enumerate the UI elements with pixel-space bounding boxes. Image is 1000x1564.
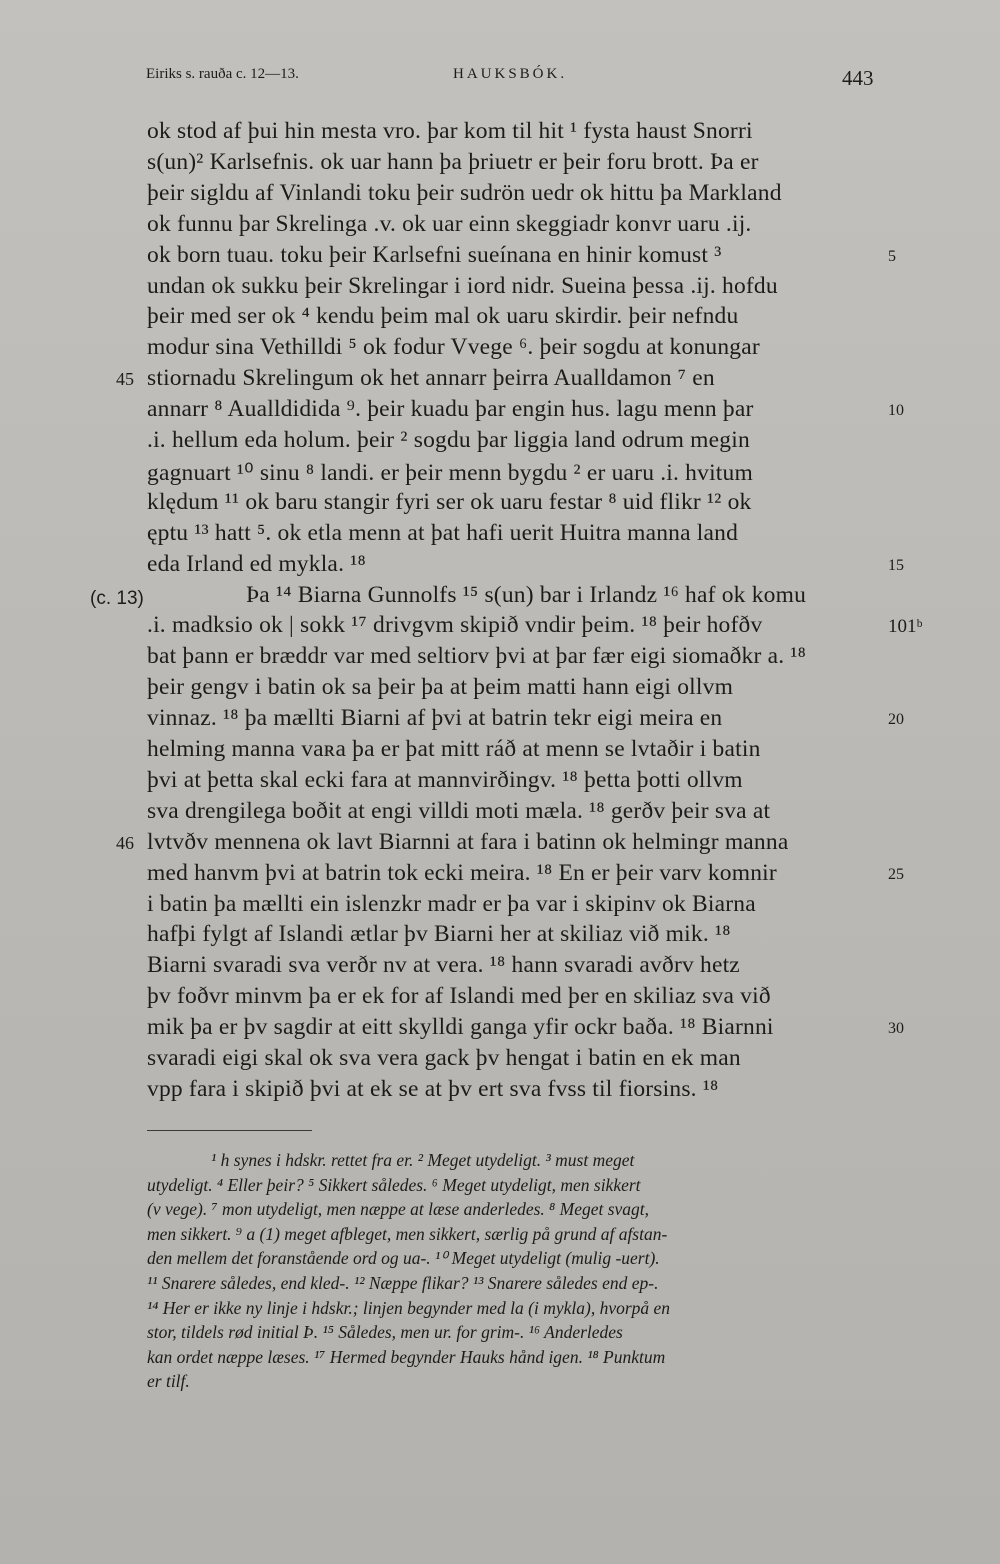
line-text: lvtvðv mennena ok lavt Biarnni at fara i batinn ok helmingr manna [147, 828, 789, 855]
manuscript-page-marker: 45 [116, 369, 134, 390]
line-text: eda Irland ed mykla. ¹⁸ [147, 550, 366, 577]
text-line [0, 396, 1000, 426]
line-text: ęptu ¹³ hatt ⁵. ok etla menn at þat hafi uerit Huitra manna land [147, 519, 739, 546]
line-text: hafþi fylgt af Islandi ætlar þv Biarni her at skiliaz við mik. ¹⁸ [147, 921, 731, 948]
text-line [0, 582, 1000, 612]
footnote-line: er tilf. [147, 1371, 190, 1392]
text-line [0, 798, 1000, 828]
text-line [0, 551, 1000, 581]
text-line [0, 1045, 1000, 1075]
line-text: þvi at þetta skal ecki fara at mannvirðingv. ¹⁸ þetta þotti ollvm [147, 766, 743, 793]
line-text: ok born tuau. toku þeir Karlsefni sueínana en hinir komust ³ [147, 241, 722, 268]
line-text: ok funnu þar Skrelinga .v. ok uar einn skeggiadr konvr uaru .ij. [147, 210, 752, 237]
footnote-line: ¹ h synes i hdskr. rettet fra er. ² Meget utydeligt. ³ must meget [211, 1150, 635, 1170]
footnote-line: (v vege). ⁷ mon utydeligt, men næppe at læse anderledes. ⁸ Meget svagt, [147, 1199, 650, 1220]
line-number: 5 [888, 247, 896, 265]
page-number: 443 [842, 66, 874, 90]
running-header [0, 66, 1000, 92]
line-text: sva drengilega boðit at engi villdi moti mæla. ¹⁸ gerðv þeir sva at [147, 797, 771, 824]
text-line [0, 612, 1000, 642]
line-number: 25 [888, 865, 904, 883]
line-text: bat þann er bræddr var med seltiorv þvi at þar fær eigi siomaðkr a. ¹⁸ [147, 643, 806, 670]
line-text: mik þa er þv sagdir at eitt skylldi ganga yfir ockr baða. ¹⁸ Biarnni [147, 1014, 774, 1041]
header-section-title: Eiriks s. rauða c. 12—13. [146, 66, 299, 82]
footnote-line: ¹⁴ Her er ikke ny linje i hdskr.; linjen begynder med la (i mykla), hvorpå en [147, 1297, 671, 1318]
folio-marker: 101ᵇ [888, 616, 923, 638]
text-line [0, 520, 1000, 550]
line-text: þeir sigldu af Vinlandi toku þeir sudrön uedr ok hittu þa Markland [147, 179, 782, 206]
line-text: klędum ¹¹ ok baru stangir fyri ser ok uaru festar ⁸ uid flikr ¹² ok [147, 488, 752, 515]
line-text: .i. hellum eda holum. þeir ² sogdu þar liggia land odrum megin [147, 427, 750, 453]
text-line [0, 365, 1000, 395]
line-number: 10 [888, 402, 904, 420]
line-text: þeir med ser ok ⁴ kendu þeim mal ok uaru skirdir. þeir nefndu [147, 303, 739, 330]
text-line [0, 489, 1000, 519]
footnote-line: men sikkert. ⁹ a (1) meget afbleget, men sikkert, særlig på grund af afstan- [147, 1223, 668, 1244]
text-line [0, 427, 1000, 457]
text-line [0, 952, 1000, 982]
manuscript-page-marker: 46 [116, 832, 134, 853]
chapter-marker: (c. 13) [90, 587, 144, 609]
footnote-rule [147, 1130, 312, 1131]
text-line [0, 180, 1000, 210]
footnote-line: stor, tildels rød initial Þ. ¹⁵ Således, men ur. for grim-. ¹⁶ Anderledes [147, 1322, 623, 1343]
footnote-line: kan ordet næppe læses. ¹⁷ Hermed begynder Hauks hånd igen. ¹⁸ Punktum [147, 1346, 666, 1367]
line-text: stiornadu Skrelingum ok het annarr þeirra Aualldamon ⁷ en [147, 365, 715, 392]
line-text: svaradi eigi skal ok sva vera gack þv hengat i batin en ek man [147, 1045, 741, 1071]
line-text: i batin þa mællti ein islenzkr madr er þa var i skipinv ok Biarna [147, 890, 756, 917]
text-line [0, 736, 1000, 766]
footnote-line: den mellem det foranstående ord og ua-. ¹⁰ Meget utydeligt (mulig -uert). [147, 1248, 660, 1269]
text-line [0, 458, 1000, 488]
text-line [0, 118, 1000, 148]
header-book-title: HAUKSBÓK. [453, 66, 568, 82]
line-text: þeir gengv i batin ok sa þeir þa at þeim matti hann eigi ollvm [147, 674, 734, 701]
text-line [0, 1014, 1000, 1044]
line-text: gagnuart ¹⁰ sinu ⁸ landi. er þeir menn bygdu ² er uaru .i. hvitum [147, 459, 753, 486]
line-number: 20 [888, 711, 904, 729]
text-line [0, 334, 1000, 364]
line-text: Þa ¹⁴ Biarna Gunnolfs ¹⁵ s(un) bar i Irlandz ¹⁶ haf ok komu [246, 581, 807, 608]
text-line [0, 303, 1000, 333]
line-text: Biarni svaradi sva verðr nv at vera. ¹⁸ hann svaradi avðrv hetz [147, 952, 740, 979]
line-number: 15 [888, 556, 904, 574]
footnote-line: ¹¹ Snarere således, end kled-. ¹² Næppe flikar? ¹³ Snarere således end ep-. [147, 1273, 659, 1293]
text-line [0, 674, 1000, 704]
line-text: annarr ⁸ Aualldidida ⁹. þeir kuadu þar engin hus. lagu menn þar [147, 396, 754, 423]
line-text: helming manna vaʀa þa er þat mitt ráð at menn se lvtaðir i batin [147, 736, 761, 762]
text-line [0, 1076, 1000, 1106]
line-text: ok stod af þui hin mesta vro. þar kom til hit ¹ fysta haust Snorri [147, 118, 753, 144]
text-line [0, 983, 1000, 1013]
line-text: þv foðvr minvm þa er ek for af Islandi med þer en skiliaz sva við [147, 983, 771, 1010]
text-line [0, 273, 1000, 303]
text-line [0, 242, 1000, 272]
text-line [0, 921, 1000, 951]
text-line [0, 643, 1000, 673]
line-text: modur sina Vethilldi ⁵ ok fodur Vvege ⁶. þeir sogdu at konungar [147, 334, 760, 361]
text-line [0, 149, 1000, 179]
line-text: undan ok sukku þeir Skrelingar i iord nidr. Sueina þessa .ij. hofdu [147, 272, 778, 299]
line-text: .i. madksio ok | sokk ¹⁷ drivgvm skipið vndir þeim. ¹⁸ þeir hofðv [147, 612, 763, 639]
line-number: 30 [888, 1020, 904, 1038]
line-text: vinnaz. ¹⁸ þa mællti Biarni af þvi at batrin tekr eigi meira en [147, 705, 723, 732]
line-text: vpp fara i skipið þvi at ek se at þv ert sva fvss til fiorsins. ¹⁸ [147, 1075, 719, 1102]
line-text: s(un)² Karlsefnis. ok uar hann þa þriuetr er þeir foru brott. Þa er [147, 148, 759, 175]
line-text: med hanvm þvi at batrin tok ecki meira. ¹⁸ En er þeir varv komnir [147, 859, 777, 886]
text-line [0, 891, 1000, 921]
text-line [0, 767, 1000, 797]
text-line [0, 211, 1000, 241]
text-line [0, 860, 1000, 890]
text-line [0, 829, 1000, 859]
text-line [0, 705, 1000, 735]
footnote-line: utydeligt. ⁴ Eller þeir? ⁵ Sikkert således. ⁶ Meget utydeligt, men sikkert [147, 1174, 641, 1195]
